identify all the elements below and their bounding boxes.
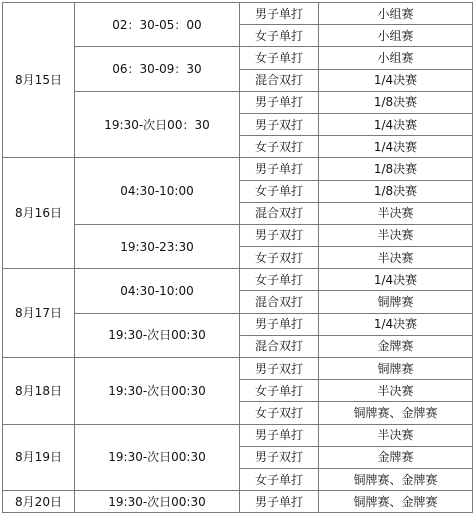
discipline-cell: 女子单打 [240, 269, 319, 291]
date-cell: 8月18日 [3, 358, 75, 425]
schedule-table [2, 2, 473, 513]
discipline-cell: 女子单打 [240, 25, 319, 47]
discipline-cell: 男子单打 [240, 158, 319, 180]
round-cell: 半决赛 [319, 424, 473, 446]
round-cell: 小组赛 [319, 3, 473, 25]
round-cell: 1/4决赛 [319, 69, 473, 91]
time-slot-cell: 19:30-次日00:30 [75, 491, 240, 513]
discipline-cell: 混合双打 [240, 291, 319, 313]
round-cell: 半决赛 [319, 247, 473, 269]
schedule-row [3, 158, 473, 180]
date-cell: 8月17日 [3, 269, 75, 358]
round-cell: 半决赛 [319, 380, 473, 402]
round-cell: 1/4决赛 [319, 136, 473, 158]
discipline-cell: 女子双打 [240, 247, 319, 269]
time-slot-cell: 19:30-23:30 [75, 224, 240, 268]
discipline-cell: 混合双打 [240, 335, 319, 357]
round-cell: 1/8决赛 [319, 91, 473, 113]
date-cell: 8月16日 [3, 158, 75, 269]
round-cell: 1/8决赛 [319, 180, 473, 202]
round-cell: 1/4决赛 [319, 269, 473, 291]
discipline-cell: 女子单打 [240, 380, 319, 402]
discipline-cell: 男子双打 [240, 446, 319, 468]
discipline-cell: 男子单打 [240, 313, 319, 335]
date-cell: 8月20日 [3, 491, 75, 513]
time-slot-cell: 02：30-05：00 [75, 3, 240, 47]
schedule-row [3, 424, 473, 446]
discipline-cell: 男子单打 [240, 91, 319, 113]
discipline-cell: 男子单打 [240, 491, 319, 513]
date-cell: 8月19日 [3, 424, 75, 491]
round-cell: 铜牌赛、金牌赛 [319, 491, 473, 513]
time-slot-cell: 19:30-次日00:30 [75, 424, 240, 491]
discipline-cell: 女子双打 [240, 136, 319, 158]
discipline-cell: 男子双打 [240, 224, 319, 246]
time-slot-cell: 19:30-次日00：30 [75, 91, 240, 158]
round-cell: 铜牌赛、金牌赛 [319, 468, 473, 490]
round-cell: 1/8决赛 [319, 158, 473, 180]
time-slot-cell: 06：30-09：30 [75, 47, 240, 91]
discipline-cell: 女子单打 [240, 47, 319, 69]
discipline-cell: 男子双打 [240, 358, 319, 380]
discipline-cell: 混合双打 [240, 69, 319, 91]
time-slot-cell: 19:30-次日00:30 [75, 358, 240, 425]
schedule-row [3, 269, 473, 291]
discipline-cell: 男子单打 [240, 424, 319, 446]
round-cell: 铜牌赛、金牌赛 [319, 402, 473, 424]
round-cell: 半决赛 [319, 224, 473, 246]
schedule-row [3, 3, 473, 25]
round-cell: 铜牌赛 [319, 358, 473, 380]
round-cell: 小组赛 [319, 47, 473, 69]
discipline-cell: 女子双打 [240, 402, 319, 424]
round-cell: 金牌赛 [319, 335, 473, 357]
discipline-cell: 男子单打 [240, 3, 319, 25]
schedule-row [3, 491, 473, 513]
discipline-cell: 混合双打 [240, 202, 319, 224]
round-cell: 小组赛 [319, 25, 473, 47]
discipline-cell: 女子单打 [240, 468, 319, 490]
round-cell: 铜牌赛 [319, 291, 473, 313]
discipline-cell: 女子单打 [240, 180, 319, 202]
round-cell: 1/4决赛 [319, 313, 473, 335]
round-cell: 1/4决赛 [319, 113, 473, 135]
time-slot-cell: 04:30-10:00 [75, 158, 240, 225]
round-cell: 金牌赛 [319, 446, 473, 468]
round-cell: 半决赛 [319, 202, 473, 224]
schedule-row [3, 358, 473, 380]
time-slot-cell: 04:30-10:00 [75, 269, 240, 313]
date-cell: 8月15日 [3, 3, 75, 158]
discipline-cell: 男子双打 [240, 113, 319, 135]
schedule-table-body [3, 3, 473, 513]
time-slot-cell: 19:30-次日00:30 [75, 313, 240, 357]
